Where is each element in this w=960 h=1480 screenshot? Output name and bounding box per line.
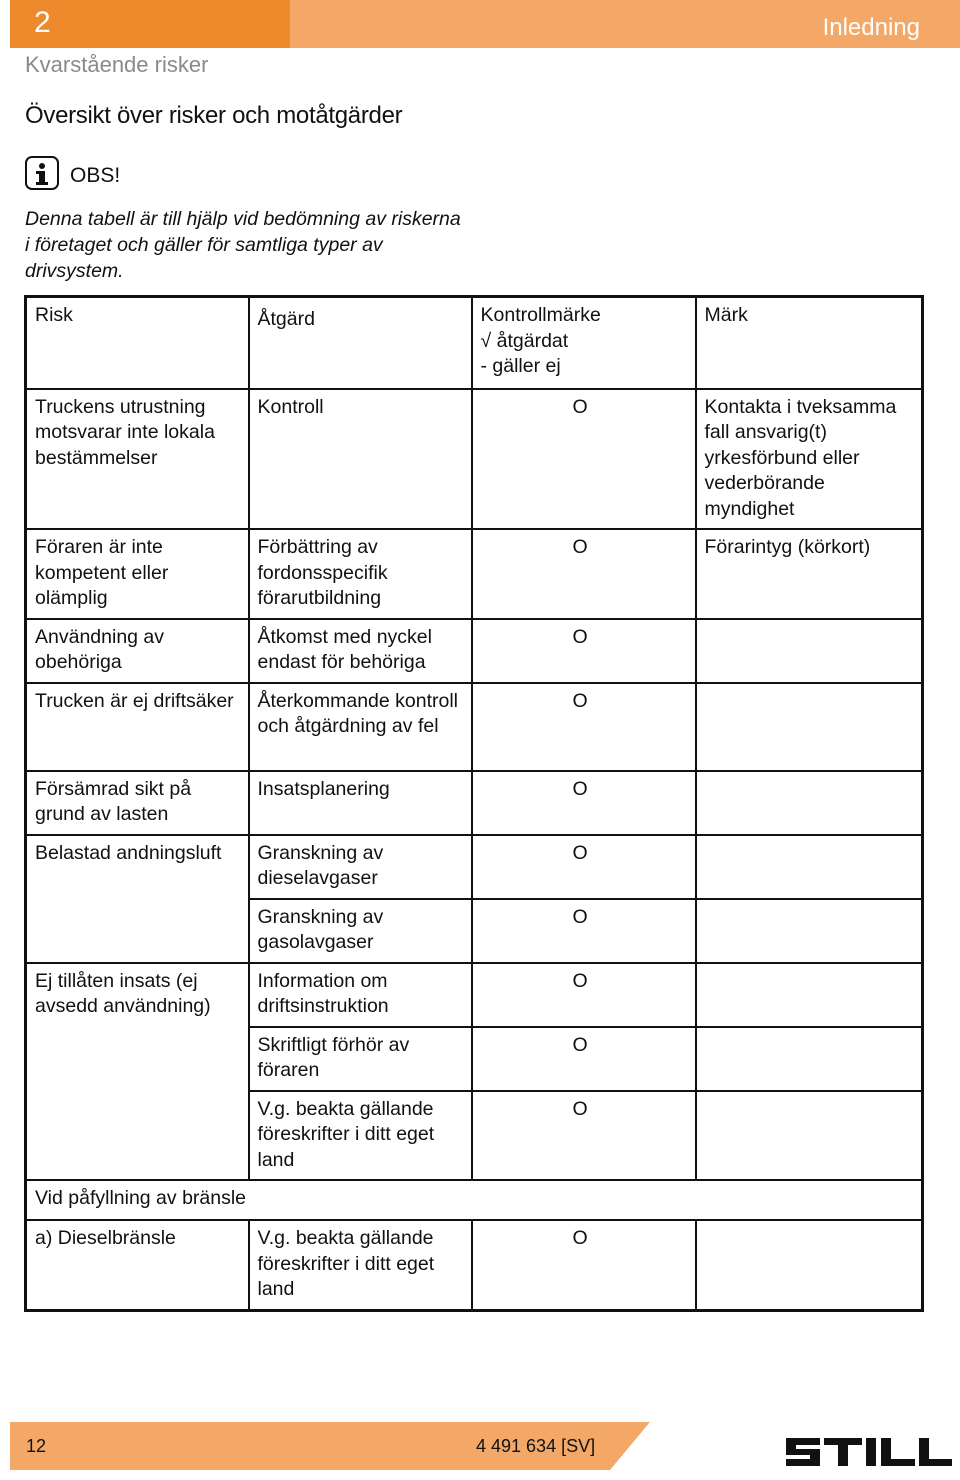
mark-cell: O — [472, 899, 696, 963]
action-cell: Insatsplanering — [249, 771, 472, 835]
mark-cell: O — [472, 835, 696, 899]
action-cell: Kontroll — [249, 389, 472, 530]
page-subtitle: Kvarstående risker — [25, 52, 209, 77]
action-cell: Granskning av dieselavgaser — [249, 835, 472, 899]
page-number: 12 — [26, 1436, 47, 1456]
note-cell — [696, 619, 923, 683]
note-cell — [696, 963, 923, 1027]
header-control-line-2: √ åtgärdat — [480, 329, 569, 352]
action-cell: Granskning av gasolavgaser — [249, 899, 472, 963]
mark-cell: O — [472, 1091, 696, 1181]
note-cell: Förarintyg (körkort) — [696, 529, 923, 619]
risk-cell: Trucken är ej driftsäker — [26, 683, 249, 771]
risk-table — [24, 295, 924, 1312]
action-cell: Återkommande kontroll och åtgärdning av fel — [249, 683, 472, 771]
still-logo — [784, 1434, 954, 1470]
table-header-row — [26, 297, 923, 389]
risk-cell — [26, 899, 249, 963]
header-risk: Risk — [26, 297, 249, 389]
mark-cell: O — [472, 1027, 696, 1091]
note-cell — [696, 1220, 923, 1310]
header-band — [10, 0, 960, 48]
table-row — [26, 1091, 923, 1181]
table-row — [26, 771, 923, 835]
header-action-label: Åtgärd — [257, 308, 315, 330]
action-cell: Förbättring av fordonsspecifik förarutbildning — [249, 529, 472, 619]
action-cell: Information om driftsinstruktion — [249, 963, 472, 1027]
mark-cell: O — [472, 1220, 696, 1310]
risk-cell: Ej tillåten insats (ej avsedd användning) — [26, 963, 249, 1027]
note-cell — [696, 771, 923, 835]
info-icon — [25, 156, 59, 190]
note-cell — [696, 835, 923, 899]
table-row — [26, 899, 923, 963]
section-title: Inledning — [822, 14, 920, 41]
note-cell — [696, 683, 923, 771]
mark-cell: O — [472, 619, 696, 683]
header-control — [472, 297, 696, 389]
note-cell — [696, 1091, 923, 1181]
action-cell: Åtkomst med nyckel endast för behöriga — [249, 619, 472, 683]
chapter-number: 2 — [34, 6, 51, 39]
page-title: Översikt över risker och motåtgärder — [25, 102, 403, 129]
risk-cell — [26, 1091, 249, 1181]
fuel-heading: Vid påfyllning av bränsle — [26, 1180, 923, 1220]
risk-cell: Användning av obehöriga — [26, 619, 249, 683]
header-note: Märk — [696, 297, 923, 389]
mark-cell: O — [472, 389, 696, 530]
table-row — [26, 963, 923, 1027]
table-row — [26, 529, 923, 619]
table-row — [26, 619, 923, 683]
table-row — [26, 1220, 923, 1310]
risk-cell: Försämrad sikt på grund av lasten — [26, 771, 249, 835]
table-row — [26, 683, 923, 771]
table-row — [26, 389, 923, 530]
note-cell — [696, 899, 923, 963]
table-row — [26, 1027, 923, 1091]
action-cell: Skriftligt förhör av föraren — [249, 1027, 472, 1091]
risk-cell: a) Dieselbränsle — [26, 1220, 249, 1310]
note-cell — [696, 1027, 923, 1091]
risk-cell: Belastad andningsluft — [26, 835, 249, 899]
fuel-heading-row — [26, 1180, 923, 1220]
mark-cell: O — [472, 683, 696, 771]
document-number: 4 491 634 [SV] — [476, 1436, 596, 1456]
header-control-line-1: Kontrollmärke — [480, 304, 601, 326]
risk-cell: Truckens utrustning motsvarar inte lokala bestämmelser — [26, 389, 249, 530]
action-cell: V.g. beakta gällande föreskrifter i ditt eget land — [249, 1220, 472, 1310]
risk-cell: Föraren är inte kompetent eller olämplig — [26, 529, 249, 619]
header-action — [249, 297, 472, 389]
mark-cell: O — [472, 963, 696, 1027]
mark-cell: O — [472, 529, 696, 619]
note-cell: Kontakta i tveksamma fall ansvarig(t) yrkesförbund eller vederbörande myndighet — [696, 389, 923, 530]
table-row — [26, 835, 923, 899]
note-text: Denna tabell är till hjälp vid bedömning av riskerna i företaget och gäller för samtliga typer av drivsystem. — [25, 208, 461, 282]
mark-cell: O — [472, 771, 696, 835]
action-cell: V.g. beakta gällande föreskrifter i ditt eget land — [249, 1091, 472, 1181]
note-label: OBS! — [70, 164, 121, 187]
header-control-line-3: - gäller ej — [480, 355, 561, 377]
risk-cell — [26, 1027, 249, 1091]
